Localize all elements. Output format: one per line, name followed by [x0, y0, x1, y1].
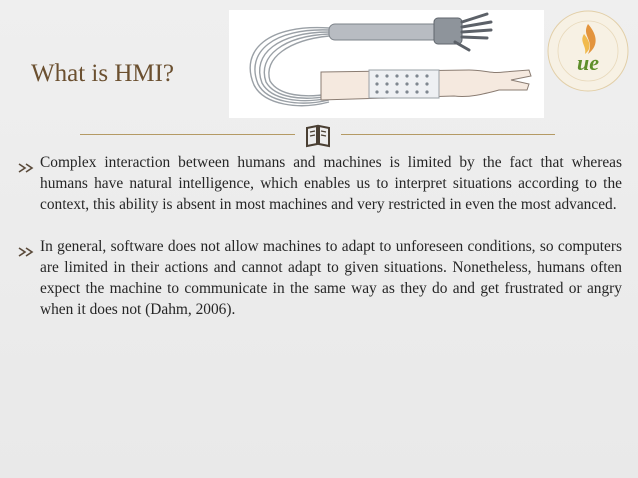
bullet-icon — [18, 242, 40, 261]
title-divider-left — [80, 134, 295, 135]
bullet-text: In general, software does not allow machines to adapt to unforeseen conditions, so computers are limited in their actions and cannot adapt to given situations. Nonetheless, humans often expect the machine to communicate in the same way as they do and get frustrated or angry when it does not (Dahm, 2006). — [40, 238, 622, 318]
title-divider-right — [341, 134, 555, 135]
university-logo — [543, 6, 633, 96]
list-item — [18, 152, 622, 215]
logo-letters: ue — [577, 50, 599, 75]
hmi-arm-image — [229, 10, 544, 118]
bullet-list — [18, 152, 622, 341]
ue-logo-icon — [543, 6, 633, 96]
slide-title: What is HMI? — [31, 60, 175, 87]
book-ornament-icon — [303, 122, 333, 148]
bullet-text: Complex interaction between humans and machines is limited by the fact that whereas humans have natural intelligence, which enables us to interpret situations according to the context, this ability is absent in most machines and very restricted in even the most advanced. — [40, 154, 622, 213]
arm-illustration — [229, 10, 544, 118]
list-item — [18, 236, 622, 320]
bullet-icon — [18, 158, 40, 177]
